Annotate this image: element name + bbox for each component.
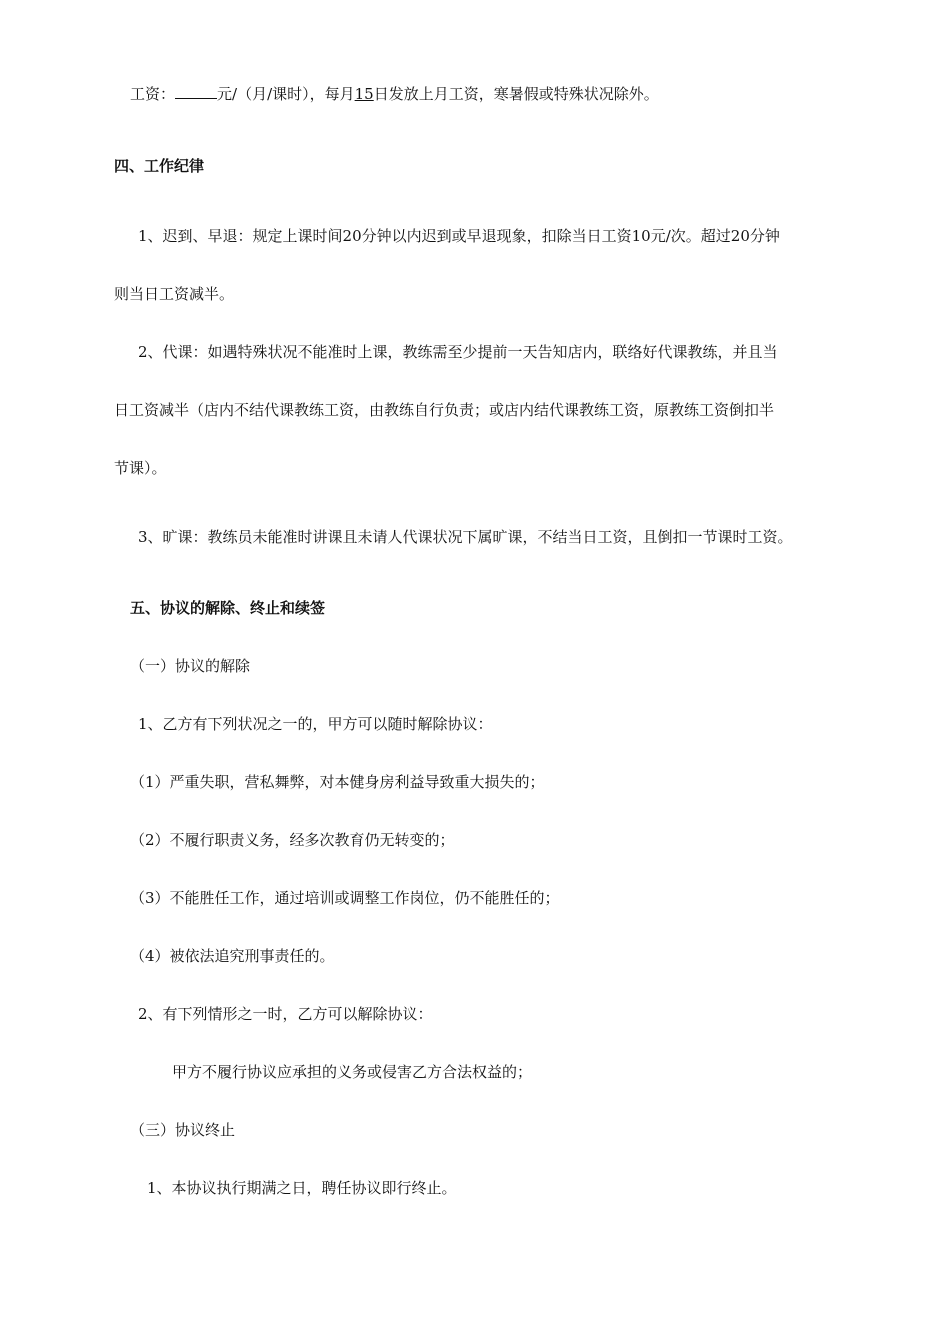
section4-heading: 四、工作纪律 bbox=[114, 157, 205, 175]
section5-c1-item3: （3）不能胜任工作，通过培训或调整工作岗位，仍不能胜任的； bbox=[130, 889, 560, 907]
salary-prefix: 工资： bbox=[130, 85, 176, 103]
salary-amount-blank bbox=[175, 84, 217, 99]
section5-c1-item2: （2）不履行职责义务，经多次教育仍无转变的； bbox=[130, 831, 455, 849]
section4-item1-line1: 1、迟到、早退：规定上课时间20分钟以内迟到或早退现象，扣除当日工资10元/次。超过20分钟 bbox=[138, 227, 780, 245]
section5-clause1: 1、乙方有下列状况之一的，甲方可以随时解除协议： bbox=[138, 715, 493, 733]
section4-item2-line2: 日工资减半（店内不结代课教练工资，由教练自行负责；或店内结代课教练工资，原教练工资倒扣半 bbox=[114, 401, 775, 419]
section4-item1-line2: 则当日工资减半。 bbox=[114, 285, 235, 303]
section4-item2-line1: 2、代课：如遇特殊状况不能准时上课，教练需至少提前一天告知店内，联络好代课教练，并且当 bbox=[138, 343, 778, 361]
salary-mid: 元/（月/课时），每月 bbox=[217, 85, 355, 103]
section5-c1-item4: （4）被依法追究刑事责任的。 bbox=[130, 947, 335, 965]
section5-c2-item1: 甲方不履行协议应承担的义务或侵害乙方合法权益的； bbox=[172, 1063, 533, 1081]
section4-item3: 3、旷课：教练员未能准时讲课且未请人代课状况下属旷课，不结当日工资，且倒扣一节课时工资。 bbox=[138, 528, 793, 546]
salary-pay-day: 15 bbox=[354, 85, 374, 103]
salary-line bbox=[130, 84, 659, 104]
section5-c1-item1: （1）严重失职，营私舞弊，对本健身房利益导致重大损失的； bbox=[130, 773, 545, 791]
section4-item2-line3: 节课）。 bbox=[114, 459, 167, 477]
section5-clause2: 2、有下列情形之一时，乙方可以解除协议： bbox=[138, 1005, 433, 1023]
section5-heading: 五、协议的解除、终止和续签 bbox=[130, 599, 326, 617]
salary-suffix: 日发放上月工资，寒暑假或特殊状况除外。 bbox=[373, 85, 659, 103]
section5-sub3: （三）协议终止 bbox=[130, 1121, 236, 1139]
section5-sub1: （一）协议的解除 bbox=[130, 657, 251, 675]
section5-term1: 1、本协议执行期满之日，聘任协议即行终止。 bbox=[147, 1179, 457, 1197]
